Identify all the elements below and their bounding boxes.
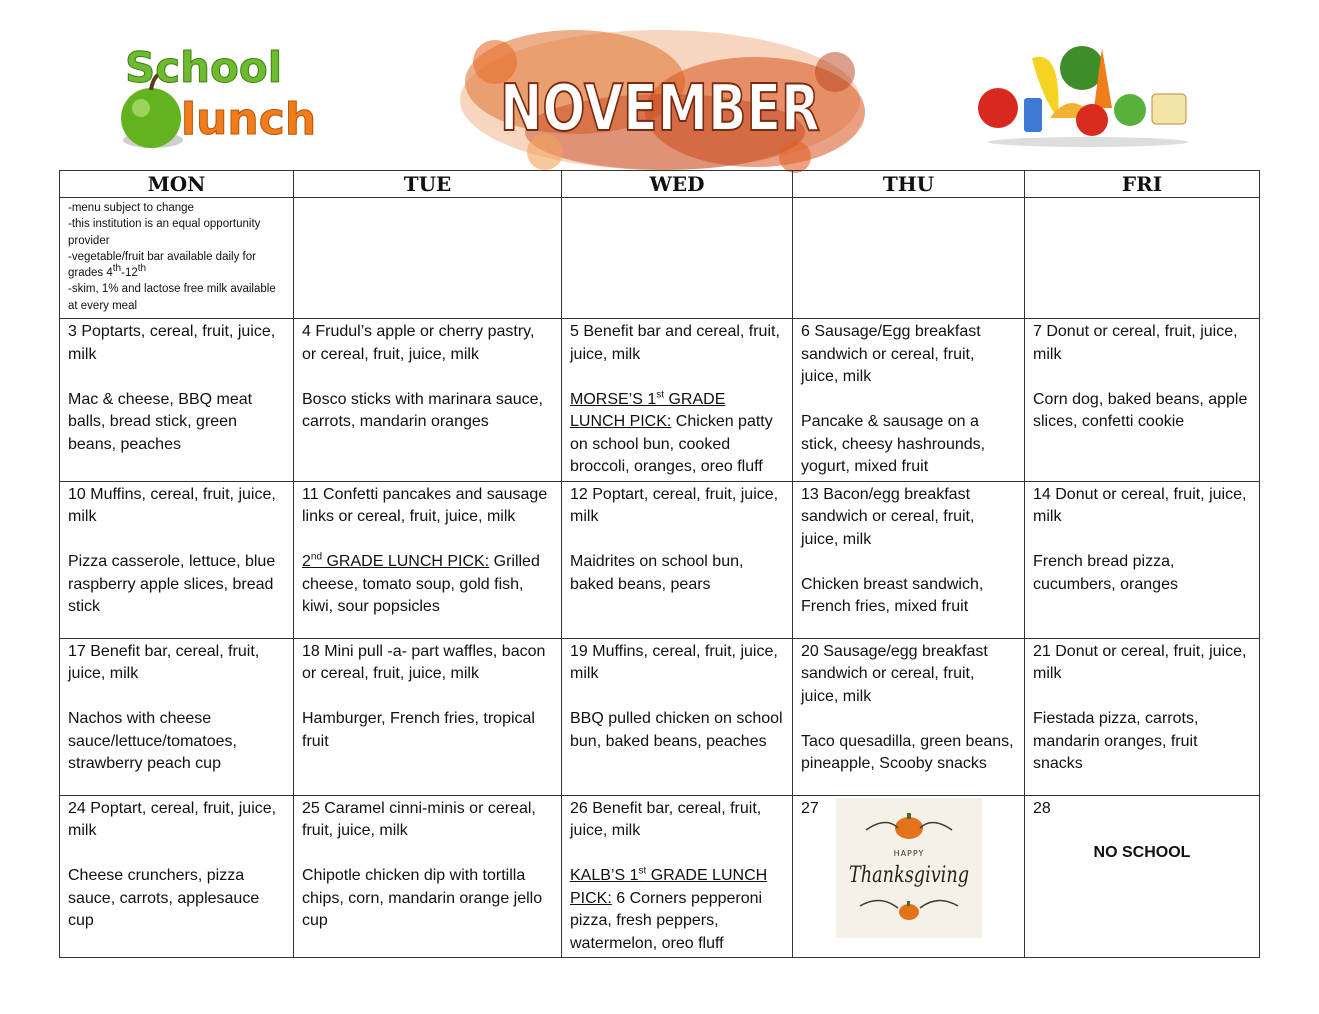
- lunch-text: Fiestada pizza, carrots, mandarin oranges, fruit snacks: [1033, 710, 1199, 772]
- empty-cell: [1025, 198, 1260, 319]
- day-cell: [1025, 638, 1260, 795]
- week-row: [60, 319, 1260, 482]
- breakfast-text: 21 Donut or cereal, fruit, juice, milk: [1033, 642, 1247, 682]
- breakfast-text: 24 Poptart, cereal, fruit, juice, milk: [68, 799, 277, 839]
- lunch-text: Grilled cheese, tomato soup, gold fish, kiwi, sour popsicles: [302, 553, 540, 615]
- day-cell: [294, 795, 562, 958]
- day-header-thu: THU: [793, 171, 1025, 198]
- day-cell: [562, 481, 793, 638]
- november-banner: [455, 22, 865, 177]
- breakfast-text: 12 Poptart, cereal, fruit, juice, milk: [570, 485, 779, 525]
- lunch-text: Chicken breast sandwich, French fries, mixed fruit: [801, 575, 984, 615]
- note-item: -this institution is an equal opportunity provider: [68, 218, 261, 247]
- breakfast-text: 4 Frudul’s apple or cherry pastry, or cereal, fruit, juice, milk: [302, 323, 535, 363]
- breakfast-text: 17 Benefit bar, cereal, fruit, juice, milk: [68, 642, 260, 682]
- lunch-text: French bread pizza, cucumbers, oranges: [1033, 553, 1178, 593]
- lunch-text: Cheese crunchers, pizza sauce, carrots, applesauce cup: [68, 867, 260, 929]
- day-header-mon: MON: [60, 171, 294, 198]
- date-number: 27: [801, 799, 819, 817]
- lunch-text: Mac & cheese, BBQ meat balls, bread stick, green beans, peaches: [68, 390, 253, 453]
- note-item: -vegetable/fruit bar available daily for grades 4th-12th: [68, 250, 256, 280]
- day-cell: [1025, 481, 1260, 638]
- grade-lunch-pick-label: 2nd GRADE LUNCH PICK:: [302, 551, 490, 570]
- day-cell: [793, 638, 1025, 795]
- day-cell: [1025, 319, 1260, 482]
- breakfast-text: 20 Sausage/egg breakfast sandwich or cereal, fruit, juice, milk: [801, 642, 988, 705]
- lunch-text: Bosco sticks with marinara sauce, carrots, mandarin oranges: [302, 390, 543, 430]
- day-cell: [294, 638, 562, 795]
- pepper-icon: [1114, 94, 1146, 126]
- day-cell: [60, 481, 294, 638]
- breakfast-text: 14 Donut or cereal, fruit, juice, milk: [1033, 485, 1247, 525]
- empty-cell: [562, 198, 793, 319]
- sandwich-icon: [1152, 94, 1186, 124]
- happy-text: HAPPY: [893, 849, 924, 858]
- lunch-text: Chipotle chicken dip with tortilla chips, corn, mandarin orange jello cup: [302, 867, 543, 929]
- day-cell: [793, 795, 1025, 958]
- menu-notes: [60, 198, 294, 319]
- happy-thanksgiving-graphic: [836, 798, 982, 938]
- breakfast-text: 10 Muffins, cereal, fruit, juice, milk: [68, 485, 276, 525]
- no-school-label: NO SCHOOL: [1093, 844, 1191, 861]
- lunch-text: Nachos with cheese sauce/lettuce/tomatoes, strawberry peach cup: [68, 710, 237, 772]
- week-row: [60, 795, 1260, 958]
- breakfast-text: 26 Benefit bar, cereal, fruit, juice, milk: [570, 799, 762, 839]
- breakfast-text: 13 Bacon/egg breakfast sandwich or cereal, fruit, juice, milk: [801, 485, 975, 548]
- day-cell: [60, 319, 294, 482]
- breakfast-text: 25 Caramel cinni-minis or cereal, fruit, juice, milk: [302, 799, 536, 839]
- lunch-text: BBQ pulled chicken on school bun, baked beans, peaches: [570, 710, 783, 750]
- lunch-text: Chicken patty on school bun, cooked broccoli, oranges, oreo fluff: [570, 413, 773, 475]
- month-title: NOVEMBER: [500, 72, 820, 146]
- day-cell: [562, 319, 793, 482]
- day-cell: [1025, 795, 1260, 958]
- day-cell: [60, 795, 294, 958]
- day-header-wed: WED: [562, 171, 793, 198]
- notes-row: [60, 198, 1260, 319]
- food-characters-illustration: [962, 38, 1214, 150]
- breakfast-text: 6 Sausage/Egg breakfast sandwich or cereal, fruit, juice, milk: [801, 323, 981, 385]
- thanksgiving-text: Thanksgiving: [848, 863, 969, 888]
- day-cell: [60, 638, 294, 795]
- lunch-text: Pizza casserole, lettuce, blue raspberry apple slices, bread stick: [68, 553, 276, 615]
- lunch-text: Maidrites on school bun, baked beans, pears: [570, 553, 744, 593]
- day-cell: [562, 638, 793, 795]
- week-row: [60, 481, 1260, 638]
- lunch-text: Pancake & sausage on a stick, cheesy hashrounds, yogurt, mixed fruit: [801, 413, 986, 475]
- day-cell: [562, 795, 793, 958]
- day-cell: [294, 481, 562, 638]
- logo-school-text: School: [125, 43, 283, 92]
- apple-character-icon: [978, 88, 1018, 128]
- day-cell: [793, 481, 1025, 638]
- empty-cell: [793, 198, 1025, 319]
- logo-lunch-text: lunch: [181, 94, 317, 145]
- lunch-menu-table: [59, 170, 1260, 958]
- weekday-header-row: [60, 171, 1260, 198]
- lunch-text: Corn dog, baked beans, apple slices, confetti cookie: [1033, 390, 1248, 430]
- lunch-text: Taco quesadilla, green beans, pineapple, Scooby snacks: [801, 732, 1014, 772]
- school-lunch-logo: [115, 38, 330, 156]
- day-cell: [793, 319, 1025, 482]
- note-item: -menu subject to change: [68, 202, 194, 214]
- breakfast-text: 18 Mini pull -a- part waffles, bacon or cereal, fruit, juice, milk: [302, 642, 546, 682]
- tomato-icon: [1076, 104, 1108, 136]
- day-header-tue: TUE: [294, 171, 562, 198]
- lunch-text: Hamburger, French fries, tropical fruit: [302, 710, 535, 750]
- day-cell: [294, 319, 562, 482]
- breakfast-text: 5 Benefit bar and cereal, fruit, juice, milk: [570, 323, 780, 363]
- date-number: 28: [1033, 799, 1051, 817]
- lunch-text: 6 Corners pepperoni pizza, fresh peppers, watermelon, oreo fluff: [570, 889, 763, 952]
- breakfast-text: 11 Confetti pancakes and sausage links or cereal, fruit, juice, milk: [302, 485, 548, 525]
- breakfast-text: 3 Poptarts, cereal, fruit, juice, milk: [68, 323, 276, 363]
- week-row: [60, 638, 1260, 795]
- note-item: -skim, 1% and lactose free milk available at every meal: [68, 283, 276, 312]
- empty-cell: [294, 198, 562, 319]
- grade-lunch-pick-label: MORSE’S 1st GRADE LUNCH PICK:: [570, 389, 726, 430]
- breakfast-text: 19 Muffins, cereal, fruit, juice, milk: [570, 642, 778, 682]
- day-header-fri: FRI: [1025, 171, 1260, 198]
- breakfast-text: 7 Donut or cereal, fruit, juice, milk: [1033, 323, 1238, 363]
- grade-lunch-pick-label: KALB’S 1st GRADE LUNCH PICK:: [570, 865, 768, 907]
- milk-carton-icon: [1024, 98, 1042, 132]
